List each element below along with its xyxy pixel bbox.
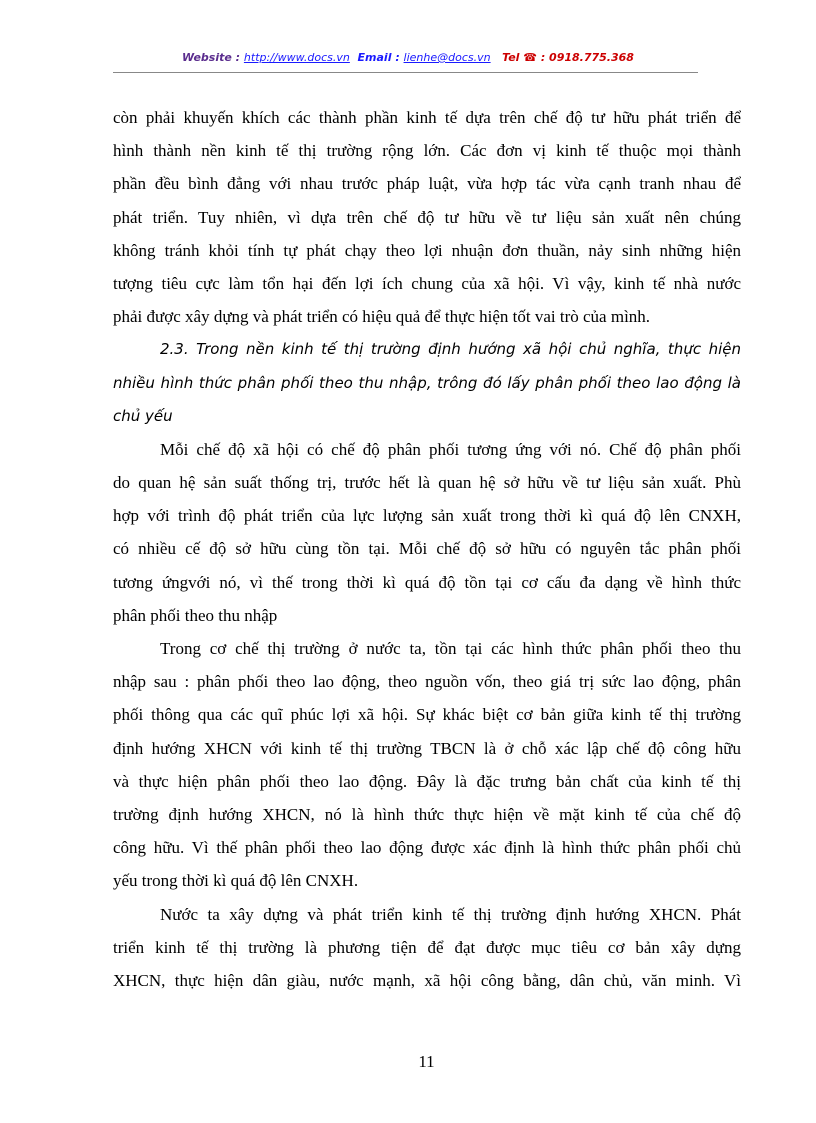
document-body: [113, 101, 741, 997]
header-divider: [113, 72, 698, 73]
text-line: định hướng XHCN với kinh tế thị trường TBCN là ở chỗ xác lập chế độ công hữu: [113, 738, 741, 758]
website-label: Website :: [182, 51, 244, 64]
text-line: phối thông qua các quĩ phúc lợi xã hội. Sự khác biệt cơ bản giữa kinh tế thị trường: [113, 705, 741, 725]
text-line: XHCN, thực hiện dân giàu, nước mạnh, xã hội công bằng, dân chủ, văn minh. Vì: [113, 970, 741, 990]
email-label: Email: [357, 51, 392, 64]
website-link[interactable]: http://www.docs.vn: [243, 51, 350, 64]
tel-label: Tel: [502, 51, 520, 64]
text-line: tương ứngvới nó, vì thế trong thời kì quá độ tồn tại cơ cấu đa dạng về hình thức: [113, 572, 741, 592]
text-line: chủ yếu: [113, 406, 173, 425]
text-line: còn phải khuyến khích các thành phần kinh tế dựa trên chế độ tư hữu phát triển để: [113, 108, 741, 127]
text-line: do quan hệ sản suất thống trị, trước hết là quan hệ sở hữu về tư liệu sản xuất. Phù: [113, 473, 741, 493]
phone-icon: ☎: [523, 51, 537, 64]
text-line: hợp với trình độ phát triển của lực lượng sản xuất trong thời kì quá độ lên CNXH,: [113, 506, 741, 526]
text-line: 2.3. Trong nền kinh tế thị trường định hướng xã hội chủ nghĩa, thực hiện: [160, 340, 741, 359]
text-line: Mỗi chế độ xã hội có chế độ phân phối tương ứng với nó. Chế độ phân phối: [160, 439, 741, 459]
text-line: nhập sau : phân phối theo lao động, theo nguồn vốn, theo giá trị sức lao động, phân: [113, 672, 741, 692]
page-header: [0, 51, 816, 64]
text-line: không tránh khỏi tính tự phát chạy theo lợi nhuận đơn thuần, nảy sinh những hiện: [113, 240, 741, 260]
text-line: triển kinh tế thị trường là phương tiện để đạt được mục tiêu cơ bản xây dựng: [113, 937, 741, 957]
text-line: phân phối theo thu nhập: [113, 605, 278, 625]
text-line: có nhiều cế độ sở hữu cùng tồn tại. Mỗi chế độ sở hữu có nguyên tắc phân phối: [113, 539, 741, 559]
text-line: tượng tiêu cực làm tổn hại đến lợi ích chung của xã hội. Vì vậy, kinh tế nhà nước: [113, 273, 741, 293]
email-link[interactable]: lienhe@docs.vn: [403, 51, 491, 64]
email-separator: :: [391, 51, 404, 64]
text-line: yếu trong thời kì quá độ lên CNXH.: [113, 871, 359, 891]
text-line: hình thành nền kinh tế thị trường rộng lớn. Các đơn vị kinh tế thuộc mọi thành: [113, 141, 741, 161]
text-line: phát triển. Tuy nhiên, vì dựa trên chế độ tư hữu về tư liệu sản xuất nên chúng: [113, 207, 741, 227]
text-line: công hữu. Vì thế phân phối theo lao động được xác định là hình thức phân phối chủ: [113, 838, 741, 858]
text-line: Trong cơ chế thị trường ở nước ta, tồn tại các hình thức phân phối theo thu: [160, 639, 741, 658]
phone-number: : 0918.775.368: [536, 51, 634, 64]
text-line: và thực hiện phân phối theo lao động. Đây là đặc trưng bản chất của kinh tế thị: [113, 771, 741, 791]
text-line: phải được xây dựng và phát triển có hiệu quả để thực hiện tốt vai trò của mình.: [113, 307, 651, 327]
text-line: phần đều bình đẳng với nhau trước pháp luật, vừa hợp tác vừa cạnh tranh nhau để: [113, 174, 741, 194]
text-line: nhiều hình thức phân phối theo thu nhập, trông đó lấy phân phối theo lao động là: [113, 373, 741, 392]
text-line: Nước ta xây dựng và phát triển kinh tế thị trường định hướng XHCN. Phát: [160, 904, 741, 924]
page-number: 11: [418, 1052, 435, 1071]
text-line: trường định hướng XHCN, nó là hình thức thực hiện về mặt kinh tế của chế độ: [113, 804, 741, 824]
